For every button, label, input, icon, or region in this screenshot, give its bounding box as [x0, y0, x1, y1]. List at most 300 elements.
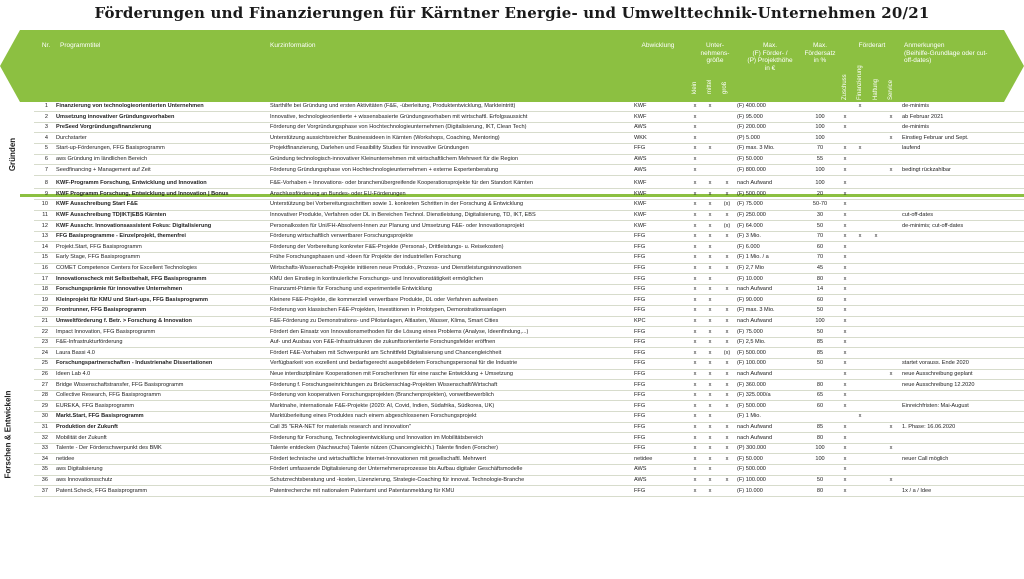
row-type-zuschuss: x — [843, 434, 847, 441]
row-type-finanzierung: x — [858, 233, 862, 240]
row-program-title: KWF-Programm Forschung, Entwicklung und Innovation — [56, 180, 207, 187]
header-programmtitel: Programmtitel — [60, 42, 101, 49]
row-abwicklung: FFG — [634, 371, 646, 377]
row-size-klein: x — [693, 166, 697, 173]
row-max-amount: nach Aufwand — [737, 371, 773, 377]
row-nr: 15 — [41, 254, 48, 261]
table-header — [0, 30, 1024, 102]
row-short-info: Fördert umfassende Digitalisierung der Unternehmensprozesse bis Aufbau digitaler Geschäftsmodelle — [270, 466, 523, 473]
row-size-mittel: x — [708, 201, 712, 208]
row-program-title: Produktion der Zukunft — [56, 424, 118, 430]
row-abwicklung: FFG — [634, 445, 646, 452]
row-nr: 19 — [41, 296, 48, 303]
row-program-title: Early Stage, FFG Basisprogramm — [56, 254, 140, 261]
row-max-rate: 100 — [815, 166, 825, 173]
row-max-rate: 100 — [815, 124, 825, 131]
header-sub-klein: klein — [692, 81, 698, 94]
table-row — [34, 465, 1024, 475]
row-size-gross: x — [725, 360, 729, 367]
row-abwicklung: FFG — [634, 307, 646, 314]
row-abwicklung: FFG — [634, 424, 646, 430]
row-annotation: Einstieg Februar und Sept. — [902, 134, 969, 141]
row-size-mittel: x — [708, 402, 712, 409]
row-program-title: Umweltförderung f. Betr. > Forschung & Innovation — [56, 318, 192, 324]
row-program-title: Finanzierung von technologieorientierten Unternehmen — [56, 103, 204, 109]
row-abwicklung: FFG — [634, 145, 646, 152]
row-short-info: Anschlussförderung an Bundes- oder EU-Förderungen — [270, 190, 406, 197]
row-max-rate: 80 — [816, 275, 824, 282]
row-size-gross: x — [725, 455, 729, 462]
table-row — [34, 349, 1024, 359]
row-short-info: Call 35 "ERA-NET for materials research and innovation" — [270, 424, 411, 430]
row-abwicklung: FFG — [634, 328, 646, 335]
row-abwicklung: FFG — [634, 360, 646, 367]
row-abwicklung: AWS — [634, 156, 647, 162]
row-size-klein: x — [693, 145, 697, 152]
table-row — [34, 317, 1024, 327]
row-size-mittel: x — [708, 254, 712, 261]
row-short-info: Frühe Forschungsphasen und -ideen für Projekte der industriellen Forschung — [270, 254, 461, 261]
row-size-mittel: x — [708, 349, 712, 356]
row-size-mittel: x — [708, 243, 712, 250]
row-size-klein: x — [693, 103, 697, 109]
table-row — [34, 444, 1024, 454]
row-size-mittel: x — [708, 487, 712, 494]
row-nr: 4 — [44, 134, 48, 141]
row-max-rate: 80 — [816, 434, 824, 441]
row-size-klein: x — [693, 360, 697, 367]
row-max-amount: nach Aufwand — [737, 424, 773, 430]
row-max-amount: (F) 500.000 — [737, 402, 766, 409]
row-abwicklung: FFG — [634, 286, 646, 293]
table-row — [34, 423, 1024, 433]
header-unternehmensgroesse: Unter- nehmens- größe — [700, 42, 730, 64]
row-max-amount: (F) 75.000 — [737, 201, 763, 208]
row-program-title: KWF Ausschreibung Start F&E — [56, 201, 138, 208]
row-size-gross: x — [725, 392, 729, 399]
row-program-title: Laura Bassi 4.0 — [56, 349, 95, 356]
table-row — [34, 306, 1024, 316]
row-abwicklung: FFG — [634, 402, 646, 409]
row-nr: 16 — [41, 265, 48, 271]
row-size-mittel: x — [708, 233, 712, 240]
row-program-title: aws Gründung im ländlichen Bereich — [56, 156, 148, 162]
row-max-amount: (F) 100.000 — [737, 477, 766, 483]
header-sub-haftung: Haftung — [873, 78, 879, 100]
row-size-klein: x — [693, 307, 697, 314]
row-type-zuschuss: x — [843, 166, 847, 173]
row-annotation: ab Februar 2021 — [902, 113, 944, 120]
row-short-info: Förderung der Vorgründungsphase von Hochtechnologieunternehmen (Digitalisierung, IKT, Clean Tech) — [270, 124, 527, 131]
row-size-gross: x — [725, 212, 729, 218]
row-annotation: bedingt rückzahlbar — [902, 166, 951, 173]
header-abwicklung: Abwicklung — [641, 42, 675, 49]
row-program-title: Umsetzung innovativer Gründungsvorhaben — [56, 113, 175, 120]
table-row — [34, 200, 1024, 210]
row-max-amount: (P) 5.000 — [737, 134, 761, 141]
row-program-title: Forschungspartnerschaften - Industrienahe Dissertationen — [56, 360, 213, 367]
row-size-gross: (x) — [723, 222, 731, 229]
row-type-zuschuss: x — [843, 402, 847, 409]
row-program-title: Projekt.Start, FFG Basisprogramm — [56, 243, 142, 250]
row-type-service: x — [889, 134, 893, 141]
row-annotation: neue Ausschreibung geplant — [902, 371, 973, 377]
row-program-title: Kleinprojekt für KMU und Start-ups, FFG Basisprogramm — [56, 296, 208, 303]
row-type-zuschuss: x — [843, 318, 847, 324]
row-size-klein: x — [693, 134, 697, 141]
row-size-klein: x — [693, 487, 697, 494]
table-row — [34, 285, 1024, 295]
row-size-mittel: x — [708, 328, 712, 335]
row-max-amount: (F) 250.000 — [737, 212, 766, 218]
row-size-mittel: x — [708, 286, 712, 293]
row-type-zuschuss: x — [843, 233, 847, 240]
header-sub-service: Service — [888, 79, 894, 100]
row-size-mittel: x — [708, 145, 712, 152]
row-type-service: x — [889, 166, 893, 173]
row-short-info: Innovative, technologieorientierte + wissensbasierte Gründungsvorhaben mit wirtschaftl. Erfolgsaussicht — [270, 113, 528, 120]
row-short-info: Schutzrechtsberatung und -kosten, Lizenzierung, Strategie-Coaching für innovat. Technologie-Branche — [270, 477, 525, 483]
row-program-title: Ideen Lab 4.0 — [56, 371, 91, 377]
row-nr: 11 — [42, 212, 48, 218]
row-size-gross: x — [725, 190, 729, 197]
row-annotation: Einreichfristen: Mai-August — [902, 402, 969, 409]
row-type-service: x — [889, 445, 893, 452]
table-row — [34, 222, 1024, 232]
row-abwicklung: KPC — [634, 318, 646, 324]
row-max-amount: (F) 2,5 Mio. — [737, 339, 766, 346]
row-size-mittel: x — [708, 455, 712, 462]
row-max-rate: 70 — [816, 233, 824, 240]
row-type-service: x — [889, 477, 893, 483]
row-size-gross: x — [725, 233, 729, 240]
row-nr: 31 — [41, 424, 48, 430]
row-abwicklung: KWF — [634, 201, 647, 208]
row-size-klein: x — [693, 318, 697, 324]
row-size-gross: x — [725, 381, 729, 388]
row-max-rate: 85 — [816, 339, 824, 346]
row-short-info: Gründung technologisch-innovativer Kleinunternehmen mit wirtschaftlichem Mehrwert für die Region — [270, 156, 519, 162]
row-program-title: Innovationscheck mit Selbstbehalt, FFG Basisprogramm — [56, 275, 207, 282]
row-size-gross: x — [725, 180, 729, 187]
row-max-rate: 80 — [816, 381, 824, 388]
row-max-amount: (F) 800.000 — [737, 166, 766, 173]
row-type-zuschuss: x — [843, 477, 847, 483]
row-short-info: Förderung Gründungsphase von Hochtechnologieunternehmen + externe Expertenberatung — [270, 166, 499, 173]
row-max-amount: (F) 50.000 — [737, 156, 763, 162]
row-max-rate: 60 — [816, 402, 824, 409]
row-short-info: Marktüberleitung eines Produktes nach einem abgeschlossenen Forschungsprojekt — [270, 413, 477, 420]
row-size-mittel: x — [708, 360, 712, 367]
row-short-info: Finanzamt-Prämie für Forschung und experimentelle Entwicklung — [270, 286, 432, 293]
header-sub-zuschuss: Zuschuss — [842, 74, 848, 100]
table-row — [34, 275, 1024, 285]
row-abwicklung: netidee — [634, 455, 653, 462]
row-type-zuschuss: x — [843, 265, 847, 271]
table-row — [34, 243, 1024, 253]
row-max-rate: 100 — [815, 113, 825, 120]
row-annotation: 1x / a / Idee — [902, 487, 932, 494]
row-nr: 13 — [41, 233, 48, 240]
row-program-title: Start-up-Förderungen, FFG Basisprogramm — [56, 145, 165, 152]
row-abwicklung: FFG — [634, 275, 646, 282]
row-size-mittel: x — [708, 339, 712, 346]
row-size-klein: x — [693, 156, 697, 162]
row-max-rate: 100 — [815, 180, 825, 187]
row-short-info: Förderung der Vorbereitung konkreter F&E-Projekte (Personal-, Drittleistungs- u. Reisekosten) — [270, 243, 504, 250]
row-type-finanzierung: x — [858, 103, 862, 109]
row-nr: 17 — [41, 275, 48, 282]
header-anmerkungen: Anmerkungen (Beihilfe-Grundlage oder cut- off-dates) — [904, 42, 988, 64]
row-size-mittel: x — [708, 371, 712, 377]
row-program-title: Frontrunner, FFG Basisprogramm — [56, 307, 147, 314]
row-max-amount: (F) 6.000 — [737, 243, 760, 250]
row-max-amount: (F) 500.000 — [737, 349, 766, 356]
row-type-service: x — [889, 424, 893, 430]
row-size-mittel: x — [708, 434, 712, 441]
row-size-klein: x — [693, 124, 697, 131]
row-size-mittel: x — [708, 392, 712, 399]
row-abwicklung: AWS — [634, 466, 647, 473]
row-annotation: neuer Call möglich — [902, 455, 949, 462]
row-short-info: Starthilfe bei Gründung und ersten Aktivitäten (F&E, -überleitung, Produktentwicklung, Markteintritt) — [270, 103, 516, 109]
row-size-klein: x — [693, 254, 697, 261]
row-type-finanzierung: x — [858, 413, 862, 420]
row-max-rate: 60 — [816, 296, 824, 303]
row-nr: 34 — [41, 455, 48, 462]
row-type-zuschuss: x — [843, 180, 847, 187]
row-annotation: cut-off-dates — [902, 212, 933, 218]
row-nr: 37 — [41, 487, 48, 494]
row-short-info: Verfügbarkeit von exzellent und bedarfsgerecht ausgebildetem Forschungspersonal für die Industrie — [270, 360, 518, 367]
row-size-klein: x — [693, 424, 697, 430]
row-short-info: Förderung f. Forschungseinrichtungen zu Brückenschlag-Projekten Wissenschaft/Wirtschaft — [270, 381, 498, 388]
row-program-title: Bridge Wissenschaftstransfer, FFG Basisprogramm — [56, 381, 184, 388]
row-abwicklung: WKK — [634, 134, 647, 141]
row-program-title: Durchstarter — [56, 134, 87, 141]
row-max-rate: 45 — [816, 265, 824, 271]
row-program-title: Impact Innovation, FFG Basisprogramm — [56, 328, 156, 335]
row-abwicklung: KWF — [634, 190, 647, 197]
row-nr: 8 — [44, 180, 48, 187]
row-size-klein: x — [693, 434, 697, 441]
row-abwicklung: FFG — [634, 392, 646, 399]
row-max-amount: (F) 500.000 — [737, 190, 766, 197]
row-short-info: Förderung für Forschung, Technologieentwicklung und Innovation im Mobilitätsbereich — [270, 434, 484, 441]
row-annotation: neue Ausschreibung 12.2020 — [902, 381, 975, 388]
row-program-title: KWF Programm Forschung, Entwicklung und Innovation | Bonus — [56, 190, 229, 197]
row-nr: 29 — [41, 402, 48, 409]
row-nr: 6 — [44, 156, 48, 162]
row-short-info: F&E-Vorhaben + Innovations- oder branchenübergreifende Kooperationsprojekte für den Standort Kärnten — [270, 180, 533, 187]
row-nr: 9 — [44, 190, 48, 197]
row-abwicklung: FFG — [634, 233, 646, 240]
row-nr: 21 — [41, 318, 48, 324]
row-type-zuschuss: x — [843, 222, 847, 229]
table-row — [34, 412, 1024, 422]
row-size-klein: x — [693, 402, 697, 409]
row-size-klein: x — [693, 349, 697, 356]
row-abwicklung: FFG — [634, 265, 646, 271]
row-max-amount: (F) 75.000 — [737, 328, 763, 335]
row-type-service: x — [889, 371, 893, 377]
row-short-info: Personalkosten für Uni/FH-Absolvent-Innen zur Planung und Umsetzung F&E- oder Innovationsprojekt — [270, 222, 525, 229]
row-abwicklung: FFG — [634, 296, 646, 303]
row-program-title: aws Digitalisierung — [56, 466, 103, 473]
row-max-amount: (F) 100.000 — [737, 360, 766, 367]
row-max-rate: 50 — [816, 328, 824, 335]
row-size-klein: x — [693, 243, 697, 250]
row-size-gross: x — [725, 339, 729, 346]
row-nr: 10 — [41, 201, 48, 208]
row-max-rate: 50 — [816, 307, 824, 314]
row-nr: 18 — [41, 286, 48, 293]
row-type-zuschuss: x — [843, 307, 847, 314]
table-row — [34, 487, 1024, 497]
table-row — [34, 391, 1024, 401]
table-row — [34, 179, 1024, 189]
row-type-zuschuss: x — [843, 145, 847, 152]
table-row — [34, 253, 1024, 263]
row-size-mittel: x — [708, 477, 712, 483]
header-foerderart: Förderart — [858, 42, 886, 49]
row-max-rate: 50 — [816, 477, 824, 483]
row-short-info: Auf- und Ausbau von F&E-Infrastrukturen die zukunftsorientierte Forschungsfelder eröffnen — [270, 339, 496, 346]
row-size-mittel: x — [708, 212, 712, 218]
row-size-gross: x — [725, 477, 729, 483]
row-max-amount: (P) 300.000 — [737, 445, 767, 452]
row-size-klein: x — [693, 180, 697, 187]
section-label-forschen: Forschen & Entwickeln — [3, 390, 13, 479]
row-size-gross: x — [725, 265, 729, 271]
table-row — [34, 134, 1024, 144]
row-short-info: F&E-Förderung zu Demonstrations- und Pilotanlagen, Altlasten, Wasser, Klima, Smart Cities — [270, 318, 499, 324]
row-max-rate: 70 — [816, 254, 824, 261]
table-row — [34, 338, 1024, 348]
row-abwicklung: FFG — [634, 434, 646, 441]
row-size-klein: x — [693, 455, 697, 462]
row-size-klein: x — [693, 339, 697, 346]
row-size-klein: x — [693, 381, 697, 388]
row-max-rate: 85 — [816, 424, 824, 430]
row-max-amount: (F) 50.000 — [737, 455, 763, 462]
row-max-rate: 65 — [816, 392, 824, 399]
row-size-mittel: x — [708, 265, 712, 271]
row-size-gross: x — [725, 328, 729, 335]
row-type-zuschuss: x — [843, 371, 847, 377]
row-max-rate: 14 — [816, 286, 824, 293]
row-short-info: Förderung von klassischen F&E-Projekten, Investitionen in Prototypen, Demonstrationsanlagen — [270, 307, 506, 314]
row-type-zuschuss: x — [843, 445, 847, 452]
header-sub-finanzierung: Finanzierung — [857, 65, 863, 100]
row-nr: 23 — [41, 339, 48, 346]
row-size-gross: x — [725, 445, 729, 452]
row-abwicklung: AWS — [634, 477, 647, 483]
row-max-amount: (F) 1 Mio. — [737, 413, 761, 420]
row-max-rate: 60 — [816, 243, 824, 250]
row-program-title: KWF Ausschr. Innovationsassistent Fokus: Digitalisierung — [56, 222, 212, 229]
row-nr: 35 — [41, 466, 48, 473]
row-size-gross: x — [725, 254, 729, 261]
row-size-klein: x — [693, 222, 697, 229]
row-abwicklung: FFG — [634, 254, 646, 261]
row-size-klein: x — [693, 296, 697, 303]
row-nr: 24 — [41, 349, 48, 356]
table-row — [34, 190, 1024, 200]
row-max-amount: (F) 10.000 — [737, 275, 763, 282]
row-size-gross: x — [725, 424, 729, 430]
row-abwicklung: KWF — [634, 103, 647, 109]
row-type-service: x — [889, 113, 893, 120]
row-size-gross: x — [725, 307, 729, 314]
row-max-rate: 50 — [816, 360, 824, 367]
row-max-amount: (F) 325.000/a — [737, 392, 771, 399]
row-short-info: Fördert technische und wirtschaftliche Internet-Innovationen mit gesellschaftl. Mehrwert — [270, 455, 487, 462]
row-size-klein: x — [693, 233, 697, 240]
row-abwicklung: KWF — [634, 180, 647, 187]
table-row — [34, 264, 1024, 274]
row-short-info: Innovativer Produkte, Verfahren oder DL in Bereichen Technol. Dienstleistung, Digitalisierung, TD, IKT, EBS — [270, 212, 536, 218]
row-max-amount: nach Aufwand — [737, 286, 773, 293]
row-size-gross: x — [725, 371, 729, 377]
row-size-klein: x — [693, 466, 697, 473]
row-max-rate: 100 — [815, 445, 825, 452]
row-short-info: KMU den Einstieg in kontinuierliche Forschungs- und Innovationstätigkeit ermöglichen — [270, 275, 483, 282]
row-size-klein: x — [693, 275, 697, 282]
row-type-zuschuss: x — [843, 201, 847, 208]
row-max-amount: (F) max. 3 Mio. — [737, 307, 775, 314]
row-size-mittel: x — [708, 381, 712, 388]
row-size-mittel: x — [708, 413, 712, 420]
row-size-gross: x — [725, 402, 729, 409]
row-max-amount: (F) 95.000 — [737, 113, 763, 120]
row-type-zuschuss: x — [843, 360, 847, 367]
row-abwicklung: AWS — [634, 166, 647, 173]
row-type-zuschuss: x — [843, 328, 847, 335]
row-size-mittel: x — [708, 275, 712, 282]
table-row — [34, 434, 1024, 444]
row-annotation: de-minimis — [902, 103, 930, 109]
row-size-mittel: x — [708, 466, 712, 473]
table-row — [34, 296, 1024, 306]
row-short-info: Talente entdecken (Nachwuchs) Talente nützen (Chancengleichh.) Talente finden (Forscher) — [270, 445, 499, 452]
header-sub-gross: groß — [722, 81, 728, 94]
row-short-info: Patentrecherche mit nationalem Patentamt und Patentanmeldung für KMU — [270, 487, 455, 494]
row-program-title: EUREKA, FFG Basisprogramm — [56, 402, 135, 409]
row-type-zuschuss: x — [843, 455, 847, 462]
row-abwicklung: FFG — [634, 349, 646, 356]
document-title: Förderungen und Finanzierungen für Kärntner Energie- und Umwelttechnik-Unternehmen 20/21 — [94, 4, 930, 22]
row-short-info: Marktnahe, internationale F&E-Projekte (2020: AI, Covid, Indien, Südafrika, Südkorea, UK) — [270, 402, 495, 409]
row-max-rate: 85 — [816, 349, 824, 356]
row-abwicklung: KWF — [634, 113, 647, 120]
row-max-rate: 55 — [816, 156, 824, 162]
row-size-klein: x — [693, 286, 697, 293]
row-short-info: Wirtschafts-Wissenschaft-Projekte initiieren neue Produkt-, Prozess- und Dienstleistungsinnovationen — [270, 265, 522, 271]
header-max-foerdersatz: Max. Fördersatz in % — [804, 42, 836, 64]
row-size-mittel: x — [708, 190, 712, 197]
table-row — [34, 211, 1024, 221]
row-max-amount: (F) 360.000 — [737, 381, 766, 388]
row-max-amount: (F) 500.000 — [737, 466, 766, 473]
row-max-rate: 80 — [816, 487, 824, 494]
row-nr: 30 — [41, 413, 48, 420]
row-program-title: Forschungsprämie für innovative Unternehmen — [56, 286, 183, 293]
row-short-info: Fördert den Einsatz von Innovationsmethoden für die Lösung eines Problems (Analyse, Ideenfindung,...) — [270, 328, 529, 335]
row-max-rate: 30 — [816, 212, 824, 218]
row-type-zuschuss: x — [843, 156, 847, 162]
row-max-amount: (F) max. 3 Mio. — [737, 145, 775, 152]
